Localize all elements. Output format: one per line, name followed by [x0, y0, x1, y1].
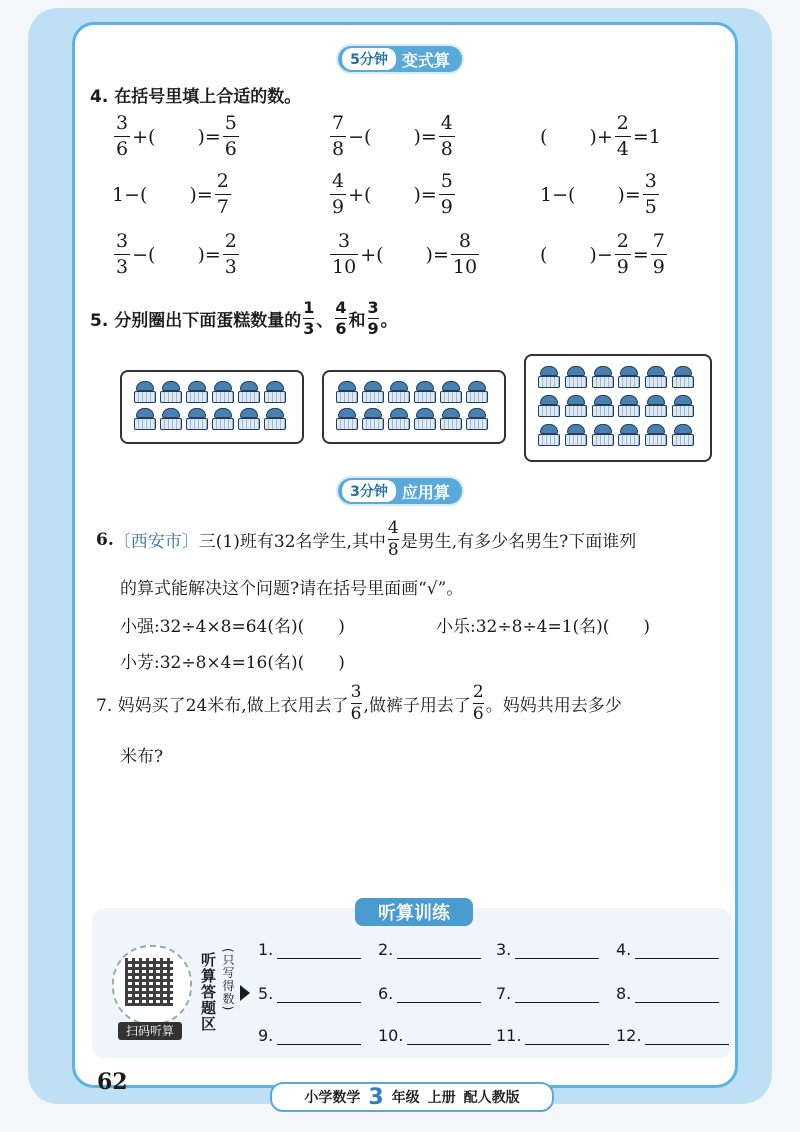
footer-subject: 小学数学 — [304, 1090, 361, 1106]
answer-number: 11. — [496, 1026, 522, 1045]
banner-time-badge: 5分钟 — [342, 48, 396, 70]
cake-icon — [538, 424, 560, 446]
cake-icon — [160, 381, 182, 403]
q4-eq-2-2: $\frac{4}{9}$ +( )= $\frac{5}{9}$ — [332, 170, 453, 218]
answer-area-note: (只写得数) — [221, 948, 235, 1012]
answer-number: 3. — [496, 940, 512, 959]
answer-blank-1[interactable] — [258, 940, 361, 959]
answer-number: 12. — [616, 1026, 642, 1045]
cake-icon — [592, 424, 614, 446]
question-7-line-2: 米布? — [120, 747, 164, 767]
page-number: 62 — [97, 1069, 128, 1095]
answer-line[interactable] — [397, 944, 481, 959]
answer-number: 10. — [378, 1026, 404, 1045]
cake-icon — [186, 408, 208, 430]
q6-option-xiaofang: 小芳:32÷8×4=16(名)( ) — [120, 653, 345, 673]
answer-line[interactable] — [407, 1030, 491, 1045]
banner-title: 应用算 — [401, 482, 450, 502]
q4-eq-2-1: 1−( )= $\frac{2}{7}$ — [112, 170, 229, 218]
cake-icon — [672, 395, 694, 417]
listening-practice-title: 听算训练 — [355, 898, 473, 926]
cake-icon — [264, 381, 286, 403]
cake-icon — [440, 408, 462, 430]
cake-icon — [336, 408, 358, 430]
cake-icon — [672, 424, 694, 446]
answer-blank-11[interactable] — [496, 1026, 609, 1045]
cake-icon — [186, 381, 208, 403]
cake-icon — [645, 366, 667, 388]
q4-eq-3-1: $\frac{3}{3}$ −( )= $\frac{2}{3}$ — [116, 230, 237, 278]
cake-icon — [264, 408, 286, 430]
answer-number: 4. — [616, 940, 632, 959]
cake-icon — [362, 381, 384, 403]
q4-eq-3-2: $\frac{3}{10}$ +( )= $\frac{8}{10}$ — [332, 230, 478, 278]
cake-icon — [362, 408, 384, 430]
q4-eq-1-1: $\frac{3}{6}$ +( )= $\frac{5}{6}$ — [116, 112, 237, 160]
banner-title: 变式算 — [401, 50, 450, 70]
footer-term: 上册 — [427, 1090, 456, 1106]
answer-number: 9. — [258, 1026, 274, 1045]
q4-eq-3-3: ( )− $\frac{2}{9}$ = $\frac{7}{9}$ — [540, 230, 665, 278]
cake-icon — [618, 366, 640, 388]
footer-grade-word: 年级 — [391, 1090, 420, 1106]
answer-line[interactable] — [635, 944, 719, 959]
cake-icon — [565, 395, 587, 417]
cake-icon — [212, 381, 234, 403]
question-6-line-2: 的算式能解决这个问题?请在括号里面画“√”。 — [120, 579, 464, 599]
cake-icon — [238, 408, 260, 430]
answer-line[interactable] — [515, 944, 599, 959]
q4-eq-1-3: ( )+ $\frac{2}{4}$ =1 — [540, 112, 661, 160]
answer-blank-5[interactable] — [258, 984, 361, 1003]
q4-eq-2-3: 1−( )= $\frac{3}{5}$ — [540, 170, 657, 218]
answer-number: 8. — [616, 984, 632, 1003]
qr-code-icon[interactable] — [125, 958, 173, 1006]
cake-icon — [618, 424, 640, 446]
cake-icon — [134, 381, 156, 403]
answer-number: 6. — [378, 984, 394, 1003]
cake-icon — [565, 366, 587, 388]
answer-number: 7. — [496, 984, 512, 1003]
cake-icon — [538, 395, 560, 417]
answer-blank-12[interactable] — [616, 1026, 729, 1045]
cake-icon — [440, 381, 462, 403]
answer-blank-2[interactable] — [378, 940, 481, 959]
footer-grade-number: 3 — [368, 1084, 384, 1110]
cake-icon — [645, 424, 667, 446]
cake-icon — [618, 395, 640, 417]
cake-icon — [414, 381, 436, 403]
banner-time-badge: 3分钟 — [342, 480, 396, 502]
cake-icon — [414, 408, 436, 430]
cake-icon — [592, 395, 614, 417]
q4-eq-1-2: $\frac{7}{8}$ −( )= $\frac{4}{8}$ — [332, 112, 453, 160]
section-banner-application — [338, 478, 462, 504]
answer-blank-3[interactable] — [496, 940, 599, 959]
cake-icon — [388, 408, 410, 430]
footer-book-info — [270, 1082, 554, 1112]
question-4-title: 4. 在括号里填上合适的数。 — [90, 87, 302, 107]
answer-line[interactable] — [277, 1030, 361, 1045]
arrow-right-icon — [240, 985, 250, 1001]
question-7-line-1: 7. 妈妈买了24米布,做上衣用去了 $\frac{3}{6}$ ,做裤子用去了 $\frac{2}{6}$ 。妈妈共用去多少 — [96, 682, 622, 724]
answer-line[interactable] — [515, 988, 599, 1003]
answer-line[interactable] — [525, 1030, 609, 1045]
cake-icon — [592, 366, 614, 388]
cake-icon — [212, 408, 234, 430]
answer-line[interactable] — [277, 944, 361, 959]
answer-blank-4[interactable] — [616, 940, 719, 959]
answer-number: 2. — [378, 940, 394, 959]
answer-line[interactable] — [635, 988, 719, 1003]
cake-icon — [538, 366, 560, 388]
question-6-line-1: 6. 〔西安市〕 三(1)班有32名学生,其中 $\frac{4}{8}$ 是男生,有多少名男生?下面谁列 — [96, 518, 637, 560]
answer-number: 5. — [258, 984, 274, 1003]
answer-line[interactable] — [645, 1030, 729, 1045]
answer-area-label: 听算答题区 — [199, 952, 217, 1032]
cake-icon — [388, 381, 410, 403]
answer-line[interactable] — [277, 988, 361, 1003]
cake-icon — [466, 381, 488, 403]
cake-icon — [336, 381, 358, 403]
cake-icon — [565, 424, 587, 446]
section-banner-variant — [338, 46, 462, 72]
answer-line[interactable] — [397, 988, 481, 1003]
answer-blank-8[interactable] — [616, 984, 719, 1003]
answer-blank-7[interactable] — [496, 984, 599, 1003]
cake-icon — [645, 395, 667, 417]
cake-icon — [466, 408, 488, 430]
question-5-title: 5. 分别圈出下面蛋糕数量的 $\frac{1}{3}$ 、 $\frac{4}{6}$ 和 $\frac{3}{9}$ 。 — [90, 298, 398, 338]
cake-icon — [238, 381, 260, 403]
cake-icon — [672, 366, 694, 388]
answer-blank-9[interactable] — [258, 1026, 361, 1045]
q6-option-xiaole: 小乐:32÷8÷4=1(名)( ) — [436, 617, 651, 637]
answer-blank-6[interactable] — [378, 984, 481, 1003]
answer-blank-10[interactable] — [378, 1026, 491, 1045]
scan-label: 扫码听算 — [118, 1022, 182, 1040]
q6-option-xiaoqiang: 小强:32÷4×8=64(名)( ) — [120, 617, 345, 637]
region-tag: 〔西安市〕 — [113, 532, 199, 552]
footer-edition: 配人教版 — [463, 1090, 520, 1106]
cake-icon — [160, 408, 182, 430]
cake-icon — [134, 408, 156, 430]
answer-number: 1. — [258, 940, 274, 959]
